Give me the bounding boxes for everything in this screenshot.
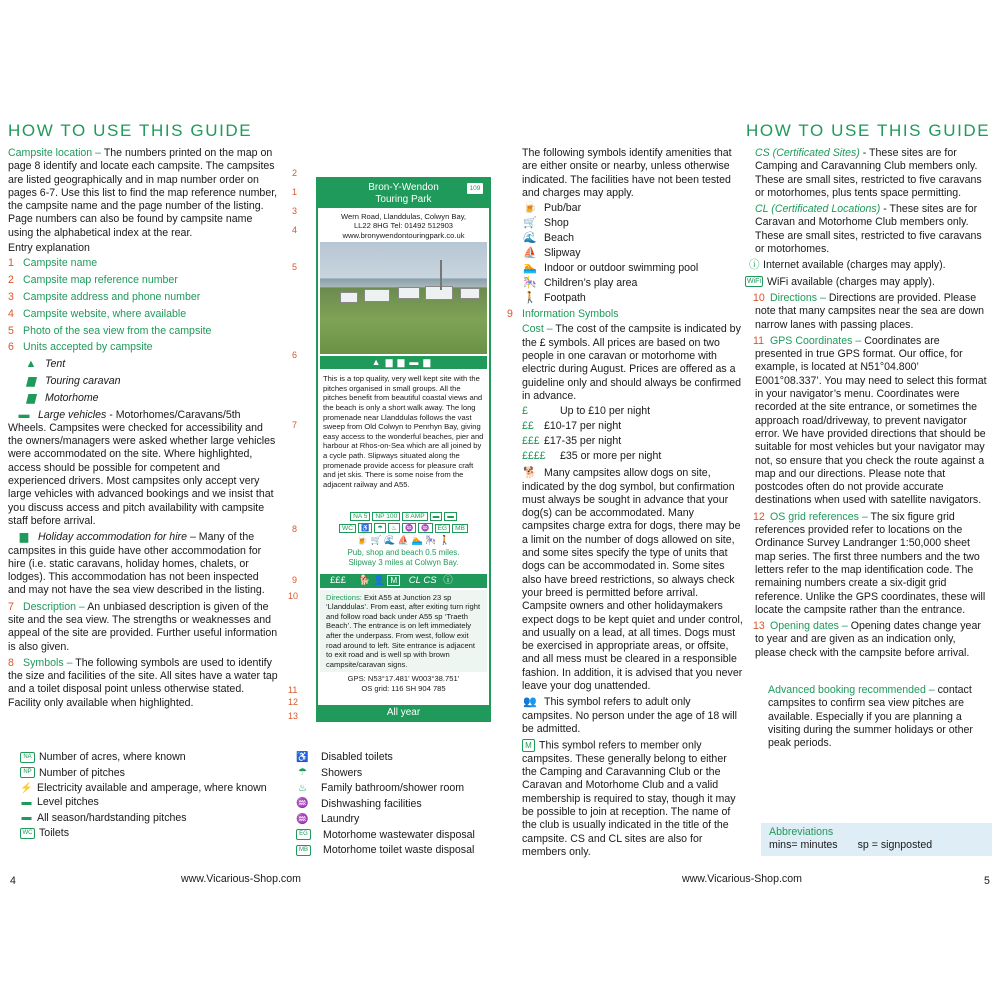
- adult-only-icon: 👥: [523, 696, 537, 709]
- entry-item: 2 Campsite map reference number: [8, 274, 178, 287]
- large-vehicle-icon: ▬: [18, 408, 30, 421]
- information-symbols-label: Information Symbols: [522, 308, 619, 321]
- opening-dates-label: Opening dates –: [770, 620, 848, 633]
- callout-5: 5: [292, 262, 298, 272]
- symbols-label: Symbols –: [23, 656, 73, 669]
- cl-text: - These sites are for Caravan and Motorhome Club members only. These are small sites, restricted to five caravans or motorhomes.: [755, 203, 982, 256]
- electricity-icon: ⚡: [20, 782, 33, 794]
- entry-item: 1 Campsite name: [8, 257, 98, 270]
- pitches-icon: NP: [20, 767, 35, 778]
- card-gps: GPS: N53°17.481’ W003°38.751’ OS grid: 116 SH 904 785: [318, 672, 489, 695]
- gps-text: Coordinates are presented in true GPS format. Our office, for example, is located at N51°04.800’ E001°08.337’. You may need to select this format in your navigator’s menu. Coordinates were recorded at the site entrance, or sometimes the approach road/driveway, to prevent navigator error. We have provided directions that should be suitable for most vehicles but your navigator may not, so ensure that you check the route against a map and our directions. Please note that postcodes often do not provide accurate destinations when used with satellite navigators.: [755, 334, 987, 507]
- description-label: Description –: [23, 600, 85, 613]
- member-only-icon: M: [522, 739, 535, 752]
- card-website: www.bronywendontouringpark.co.uk: [342, 230, 465, 240]
- toilet-waste-icon: MB: [296, 845, 311, 856]
- card-directions: Directions: Exit A55 at Junction 23 sp ‘Llanddulas’. From east, after exiting turn right and follow road back under A55 sp ‘Traeth Beach’. The entrance is on left immediately after the underpass. From west, follow exit road around to left. Site entrance is adjacent to exit road and is well sp with brown campsite/caravan signs.: [320, 590, 487, 673]
- callout-6: 6: [292, 350, 298, 360]
- family-bathroom-icon: ♨: [298, 782, 307, 794]
- symbols-text: The following symbols are used to identify the size and facilities of the site. All sites have a water tap and a toilet disposal point unless otherwise stated. Facility only available when highlighted.: [8, 656, 278, 709]
- acres-icon: NA: [20, 752, 35, 763]
- large-vehicles-text: - Motorhomes/Caravans/5th Wheels. Campsites were checked for accessibility and the owners/managers were asked whether large vehicles were accommodated on the site. Where highlighted, access should be possible for competent and experienced drivers. Most campsites only accept very large vehicles with advanced bookings and we insist that you discuss access and pitch availability with campsite staff before arrival.: [8, 408, 276, 527]
- directions-label: Directions –: [770, 291, 826, 304]
- entry-explanation: Entry explanation: [8, 242, 90, 255]
- directions-text: Directions are provided. Please note that many campsites near the sea are down narrow lanes with passing places.: [755, 291, 985, 331]
- dogs-text: Many campsites allow dogs on site, indicated by the dog symbol, but confirmation must always be sought in advance that your dog(s) can be accommodated. Many campsites charge extra for dogs, there may be a limit on the number of dogs allowed on site, and some sites specify the type of units that dogs can be accommodated in. Some sites also have breed restrictions, so always check your breed is permitted before arrival. Campsite owners and other holidaymakers expect dogs to be kept quiet and under control, and usually on a lead, at all times. Dogs must be exercised in appropriate areas, or offsite, and all mess must be cleared in a responsible fashion. In addition, it is advised that you never leave your dog unattended.: [522, 467, 743, 693]
- facility-row-2: WC ♿ ☂ ♨ ♒ ♒ EG MB: [318, 523, 489, 533]
- page-title-left: HOW TO USE THIS GUIDE: [8, 121, 253, 140]
- advanced-booking-text: contact campsites to confirm sea view pitches are available. Especially if you are planning a visiting during the summer holidays or other peak periods.: [768, 683, 973, 750]
- amenity-icon-row: 🍺 🛒 🌊 ⛵ 🏊 🎠 🚶: [356, 535, 451, 546]
- callout-13: 13: [288, 711, 299, 721]
- play-area-icon: 🎠: [523, 277, 537, 290]
- tent-icon: ▲: [25, 358, 37, 371]
- description-text: An unbiased description is given of the site and the sea view. The strengths or weaknesses and appeal of the site are provided. Further useful information is also given.: [8, 600, 278, 653]
- wifi-icon: WiFi: [747, 278, 761, 286]
- wastewater-icon: EG: [296, 829, 311, 840]
- unit-list: [8, 358, 278, 408]
- callout-12: 12: [288, 697, 299, 707]
- os-grid-text: The six figure grid references provided refer to locations on the Ordinance Survey Landranger 1:50,000 sheet map series. The first three numbers and the two letters refer to the map identification code. The remaining numbers create a six-digit grid reference. Unlike the GPS coordinates, these will locate the campsite rather than the entrance.: [755, 510, 986, 616]
- opening-dates-bar: All year: [318, 705, 489, 720]
- unit-motorhome: Motorhome: [45, 391, 99, 404]
- callout-3: 3: [292, 206, 298, 216]
- shop-icon: 🛒: [523, 217, 537, 230]
- card-description: This is a top quality, very well kept site with the pitches organised in small groups. All the pitches benefit from beautiful coastal views and the beach is only a short walk away. The long promenade near Llanddulas follows the vast sweep from Old Colwyn to Penrhyn Bay, giving easy access to the wonderful beaches, pier and harbour at Rhos-on-Sea which are all joined by a cycle path. Slipways situated along the promenade provide access for pleasure craft and jet skis. There is some noise from the adjacent railway and A55.: [323, 374, 484, 489]
- amenities-intro: The following symbols identify amenities that are either onsite or nearby, unless otherwise indicated. The facilities have not been tested and charges may apply.: [522, 147, 732, 199]
- entry-item: 5 Photo of the sea view from the campsite: [8, 324, 212, 337]
- motorhome-icon: ▆: [26, 391, 36, 404]
- advanced-booking-label: Advanced booking recommended –: [768, 683, 935, 696]
- internet-icon: ⓘ: [749, 259, 760, 272]
- campsite-location-text: The numbers printed on the map on page 8 identify and locate each campsite. The campsites are listed geographically and in map number order on pages 6-7. Use this list to find the map reference number, the campsite name and the page number of the listing. Page numbers can also be found by campsite name using the alphabetical index at the rear.: [8, 147, 278, 239]
- sample-listing-card: [316, 177, 491, 722]
- member-only-text: This symbol refers to member only campsites. These generally belong to either the Camping and Caravanning Club or the Caravan and Motorhome Club and a valid membership is required to stay, though it may be possible to join at reception. The name of the club is usually indicated in the title of the campsite. CS and CL sites are also for members only.: [522, 739, 736, 858]
- price-list: £ Up to £10 per night ££ £10-17 per night £££ £17-35 per night ££££ £35 or more per night: [522, 405, 662, 463]
- swimming-pool-icon: 🏊: [523, 262, 537, 275]
- footpath-icon: 🚶: [523, 292, 537, 305]
- cost-bar: [320, 574, 487, 588]
- abbr-sp: sp = signposted: [857, 839, 933, 851]
- facility-row-1: NA 5 NP 100 8 AMP ▬ ▬: [318, 512, 489, 521]
- callout-11: 11: [288, 685, 298, 695]
- units-icon-bar: ▲▆▆▬▆: [320, 356, 487, 369]
- dog-icon: 🐕: [358, 574, 371, 586]
- campsite-location-label: Campsite location –: [8, 147, 102, 159]
- wifi-text: WiFi available (charges may apply).: [767, 275, 935, 288]
- amenity-list: 🍺 Pub/bar 🛒 Shop 🌊 Beach ⛵ Slipway 🏊 Indoor or outdoor swimming pool 🎠 Children’s play area 🚶 Footpath: [523, 202, 699, 305]
- card-note: Pub, shop and beach 0.5 miles. Slipway 3 miles at Colwyn Bay.: [347, 548, 460, 567]
- dog-icon: 🐕: [523, 467, 537, 480]
- gps-label: GPS Coordinates –: [770, 334, 862, 347]
- map-reference-badge: 109: [467, 183, 483, 194]
- entry-item: 6 Units accepted by campsite: [8, 341, 153, 354]
- legend-middle: ♿ Disabled toilets ☂ Showers ♨ Family bathroom/shower room ♒ Dishwashing facilities ♒ Laundry EG Motorhome wastewater disposal MB Motorhome toilet waste disposal: [296, 751, 475, 856]
- sea-view-photo: [320, 242, 487, 354]
- footer-url-left[interactable]: www.Vicarious-Shop.com: [181, 873, 301, 885]
- dishwashing-icon: ♒: [296, 798, 309, 810]
- site-codes: CL CS: [408, 574, 437, 586]
- adult-icon: 👤: [372, 574, 385, 586]
- beach-icon: 🌊: [523, 232, 537, 245]
- abbreviations-title: Abbreviations: [769, 826, 834, 838]
- shower-icon: ☂: [298, 767, 307, 779]
- cs-label: CS (Certificated Sites): [755, 147, 860, 159]
- callout-1: 1: [292, 187, 298, 197]
- callout-2: 2: [292, 168, 298, 178]
- internet-text: Internet available (charges may apply).: [763, 259, 946, 272]
- large-vehicles-label: Large vehicles: [38, 408, 107, 421]
- disabled-toilet-icon: ♿: [296, 751, 309, 763]
- entry-item: 4 Campsite website, where available: [8, 307, 187, 320]
- card-os-grid: OS grid: 116 SH 904 785: [361, 683, 446, 693]
- internet-icon: ⓘ: [443, 574, 453, 586]
- opening-dates-text: Opening dates change year to year and are given as an indication only, please check with the campsite before arrival.: [755, 620, 981, 659]
- cl-label: CL (Certificated Locations): [755, 203, 881, 216]
- level-pitch-icon: ▬: [21, 796, 32, 808]
- callout-8: 8: [292, 524, 298, 534]
- adult-only-text: This symbol refers to adult only campsites. No person under the age of 18 will be admitted.: [522, 696, 737, 735]
- cost-label: Cost –: [522, 323, 553, 336]
- unit-tent: Tent: [45, 358, 66, 371]
- cost-text: The cost of the campsite is indicated by the £ symbols. All prices are based on two people in one caravan or motorhome with electric during August. Prices are offered as a guideline only and should always be confirmed in advance.: [522, 323, 742, 402]
- cost-symbol: £££: [330, 574, 346, 586]
- page-number-left: 4: [10, 875, 16, 887]
- legend-left: NA Number of acres, where known NP Number of pitches ⚡ Electricity available and amperage, where known ▬ Level pitches ▬ All season/hardstanding pitches WC Toilets: [20, 751, 267, 839]
- page-number-right: 5: [984, 875, 990, 887]
- callout-9: 9: [292, 575, 298, 585]
- cs-text: - These sites are for Camping and Caravanning Club members only. These are small sites, restricted to five caravans or motorhomes, plus tents space permitting.: [755, 147, 982, 199]
- column-middle-right: The following symbols identify amenities that are either onsite or nearby, unless otherwise indicated. The facilities have not been tested and charges may apply. 🍺 Pub/bar 🛒 Shop 🌊 Beach ⛵ Slipway 🏊 Indoor or outdoor swimming pool 🎠 Children’s play area 🚶 Footpath 9 Information Symbols Cost – The cost of the campsite is indicated by the £ symbols. All prices are based on two people in one caravan or motorhome with electric during August. Prices are offered as a guideline only and should always be confirmed in advance. £ Up to £10 per night ££ £10-17 per night £££ £17-35 per night ££££ £35 or more per night 🐕 Many campsites allow dogs on site, indicated by the dog symbol, but confirmation must always be sought in advance that your dog(s) can be accommodated. Many campsites charge extra for dogs, there may be a limit on the number of dogs allowed on site, and some sites specify the type of units that dogs can be accommodated in. Some sites also have breed restrictions, so always check your breed is permitted before arrival. Campsite owners and other holidaymakers expect dogs to be kept quiet and under control, and usually on a lead, at all times. Dogs must be exercised in appropriate areas, or offsite, and all mess must be cleared in a responsible fashion. In addition, it is advised that you never leave your dog unattended. 👥 This symbol refers to adult only campsites. No person under the age of 18 will be admitted. M This symbol refers to member only campsites. These generally belong to either the Camping and Caravanning Club or the Caravan and Motorhome Club and a valid membership is required to stay, though it may be possible to join at reception. The name of the club is usually indicated in the title of the campsite. CS and CL sites are also for members only.: [507, 147, 743, 858]
- toilet-icon: WC: [20, 828, 35, 839]
- pub-icon: 🍺: [523, 202, 537, 215]
- entry-list: [8, 257, 278, 358]
- member-icon: M: [387, 575, 400, 586]
- abbr-mins: mins= minutes: [769, 839, 838, 851]
- holiday-text: – Many of the campsites in this guide have other accommodation for hire (i.e. static caravans, holiday homes, chalets, or lodges). This accommodation has not been inspected and may not have the sea view described in the listing.: [8, 531, 265, 597]
- callout-10: 10: [288, 591, 299, 601]
- laundry-icon: ♒: [296, 813, 309, 825]
- footer-url-right[interactable]: www.Vicarious-Shop.com: [682, 873, 802, 885]
- callout-4: 4: [292, 225, 298, 235]
- card-address: Wern Road, Llanddulas, Colwyn Bay, LL22 8HG Tel: 01492 512903 www.bronywendontouringpark.co.uk: [318, 208, 489, 242]
- column-left: Campsite location – The numbers printed on the map on page 8 identify and locate each campsite. The campsites are listed geographically and in map number order on pages 6-7. Use this list to find the map reference number, the campsite name and the page number of the listing. Page numbers can also be found by campsite name using the alphabetical index at the rear. Entry explanation 1 Campsite name 2 Campsite map reference number 3 Campsite address and phone number 4 Campsite website, where available 5 Photo of the sea view from the campsite 6 Units accepted by campsite ▲ Tent ▆ Touring caravan ▆ Motorhome ▬ Large vehicles - Motorhomes/Caravans/5th Wheels. Campsites were checked for accessibility and the owners/managers were asked whether large vehicles were accommodated on the site. Where highlighted, access should be possible for competent and experienced drivers. Most campsites only accept very large vehicles with advanced bookings and we insist that you discuss access and pitch availability with campsite staff before arrival. ▆ Holiday accommodation for hire – Many of the campsites in this guide have other accommodation for hire (i.e. static caravans, holiday homes, chalets, or lodges). This accommodation has not been inspected and may not have the sea view described in the listing. 7 Description – An unbiased description is given of the site and the sea view. The strengths or weaknesses and appeal of the site are provided. Further useful information is also given. 8 Symbols – The following symbols are used to identify the size and facilities of the site. All sites have a water tap and a toilet disposal point unless otherwise stated. Facility only available when highlighted.: [8, 147, 278, 709]
- column-right: CS (Certificated Sites) - These sites are for Camping and Caravanning Club members only. These are small sites, restricted to five caravans or motorhomes, plus tents space permitting. CL (Certificated Locations) - These sites are for Caravan and Motorhome Club members only. These are small sites, restricted to five caravans or motorhomes. ⓘ Internet available (charges may apply). WiFi WiFi available (charges may apply). 10 Directions – Directions are provided. Please note that many campsites near the sea are down narrow lanes with passing places. 11 GPS Coordinates – Coordinates are presented in true GPS format. Our office, for example, is located at N51°04.800’ E001°08.337’. You may need to select this format in your navigator’s menu. Coordinates were recorded at the site entrance, or sometimes the approach road/driveway, to prevent navigator error. We have provided directions that should be suitable for most vehicles but your navigator may not, so ensure that you check the route against a map and our directions. Please note that postcodes often do not provide accurate destinations when used with satellite navigators. 12 OS grid references – The six figure grid references provided refer to locations on the Ordinance Survey Landranger 1:50,000 sheet map series. The first three numbers and the two letters refer to the map identification code. The remaining numbers create a six-digit grid reference. Unlike the GPS coordinates, these will locate the campsite rather than the entrance. 13 Opening dates – Opening dates change year to year and are given as an indication only, please check with the campsite before arrival. Advanced booking recommended – contact campsites to confirm sea view pitches are available. Especially if you are planning a visiting during the summer holidays or other peak periods.: [747, 147, 987, 750]
- slipway-icon: ⛵: [523, 247, 537, 260]
- card-title: Bron-Y-Wendon Touring Park 109: [318, 179, 489, 208]
- holiday-accommodation-icon: ▆: [19, 531, 29, 544]
- unit-caravan: Touring caravan: [45, 374, 121, 387]
- caravan-icon: ▆: [26, 374, 36, 387]
- holiday-label: Holiday accommodation for hire: [38, 531, 187, 544]
- page-title-right: HOW TO USE THIS GUIDE: [746, 121, 991, 140]
- abbreviations-box: [761, 823, 992, 856]
- entry-item: 3 Campsite address and phone number: [8, 290, 201, 303]
- callout-7: 7: [292, 420, 298, 430]
- os-grid-label: OS grid references –: [770, 510, 868, 523]
- hardstanding-icon: ▬: [21, 812, 32, 824]
